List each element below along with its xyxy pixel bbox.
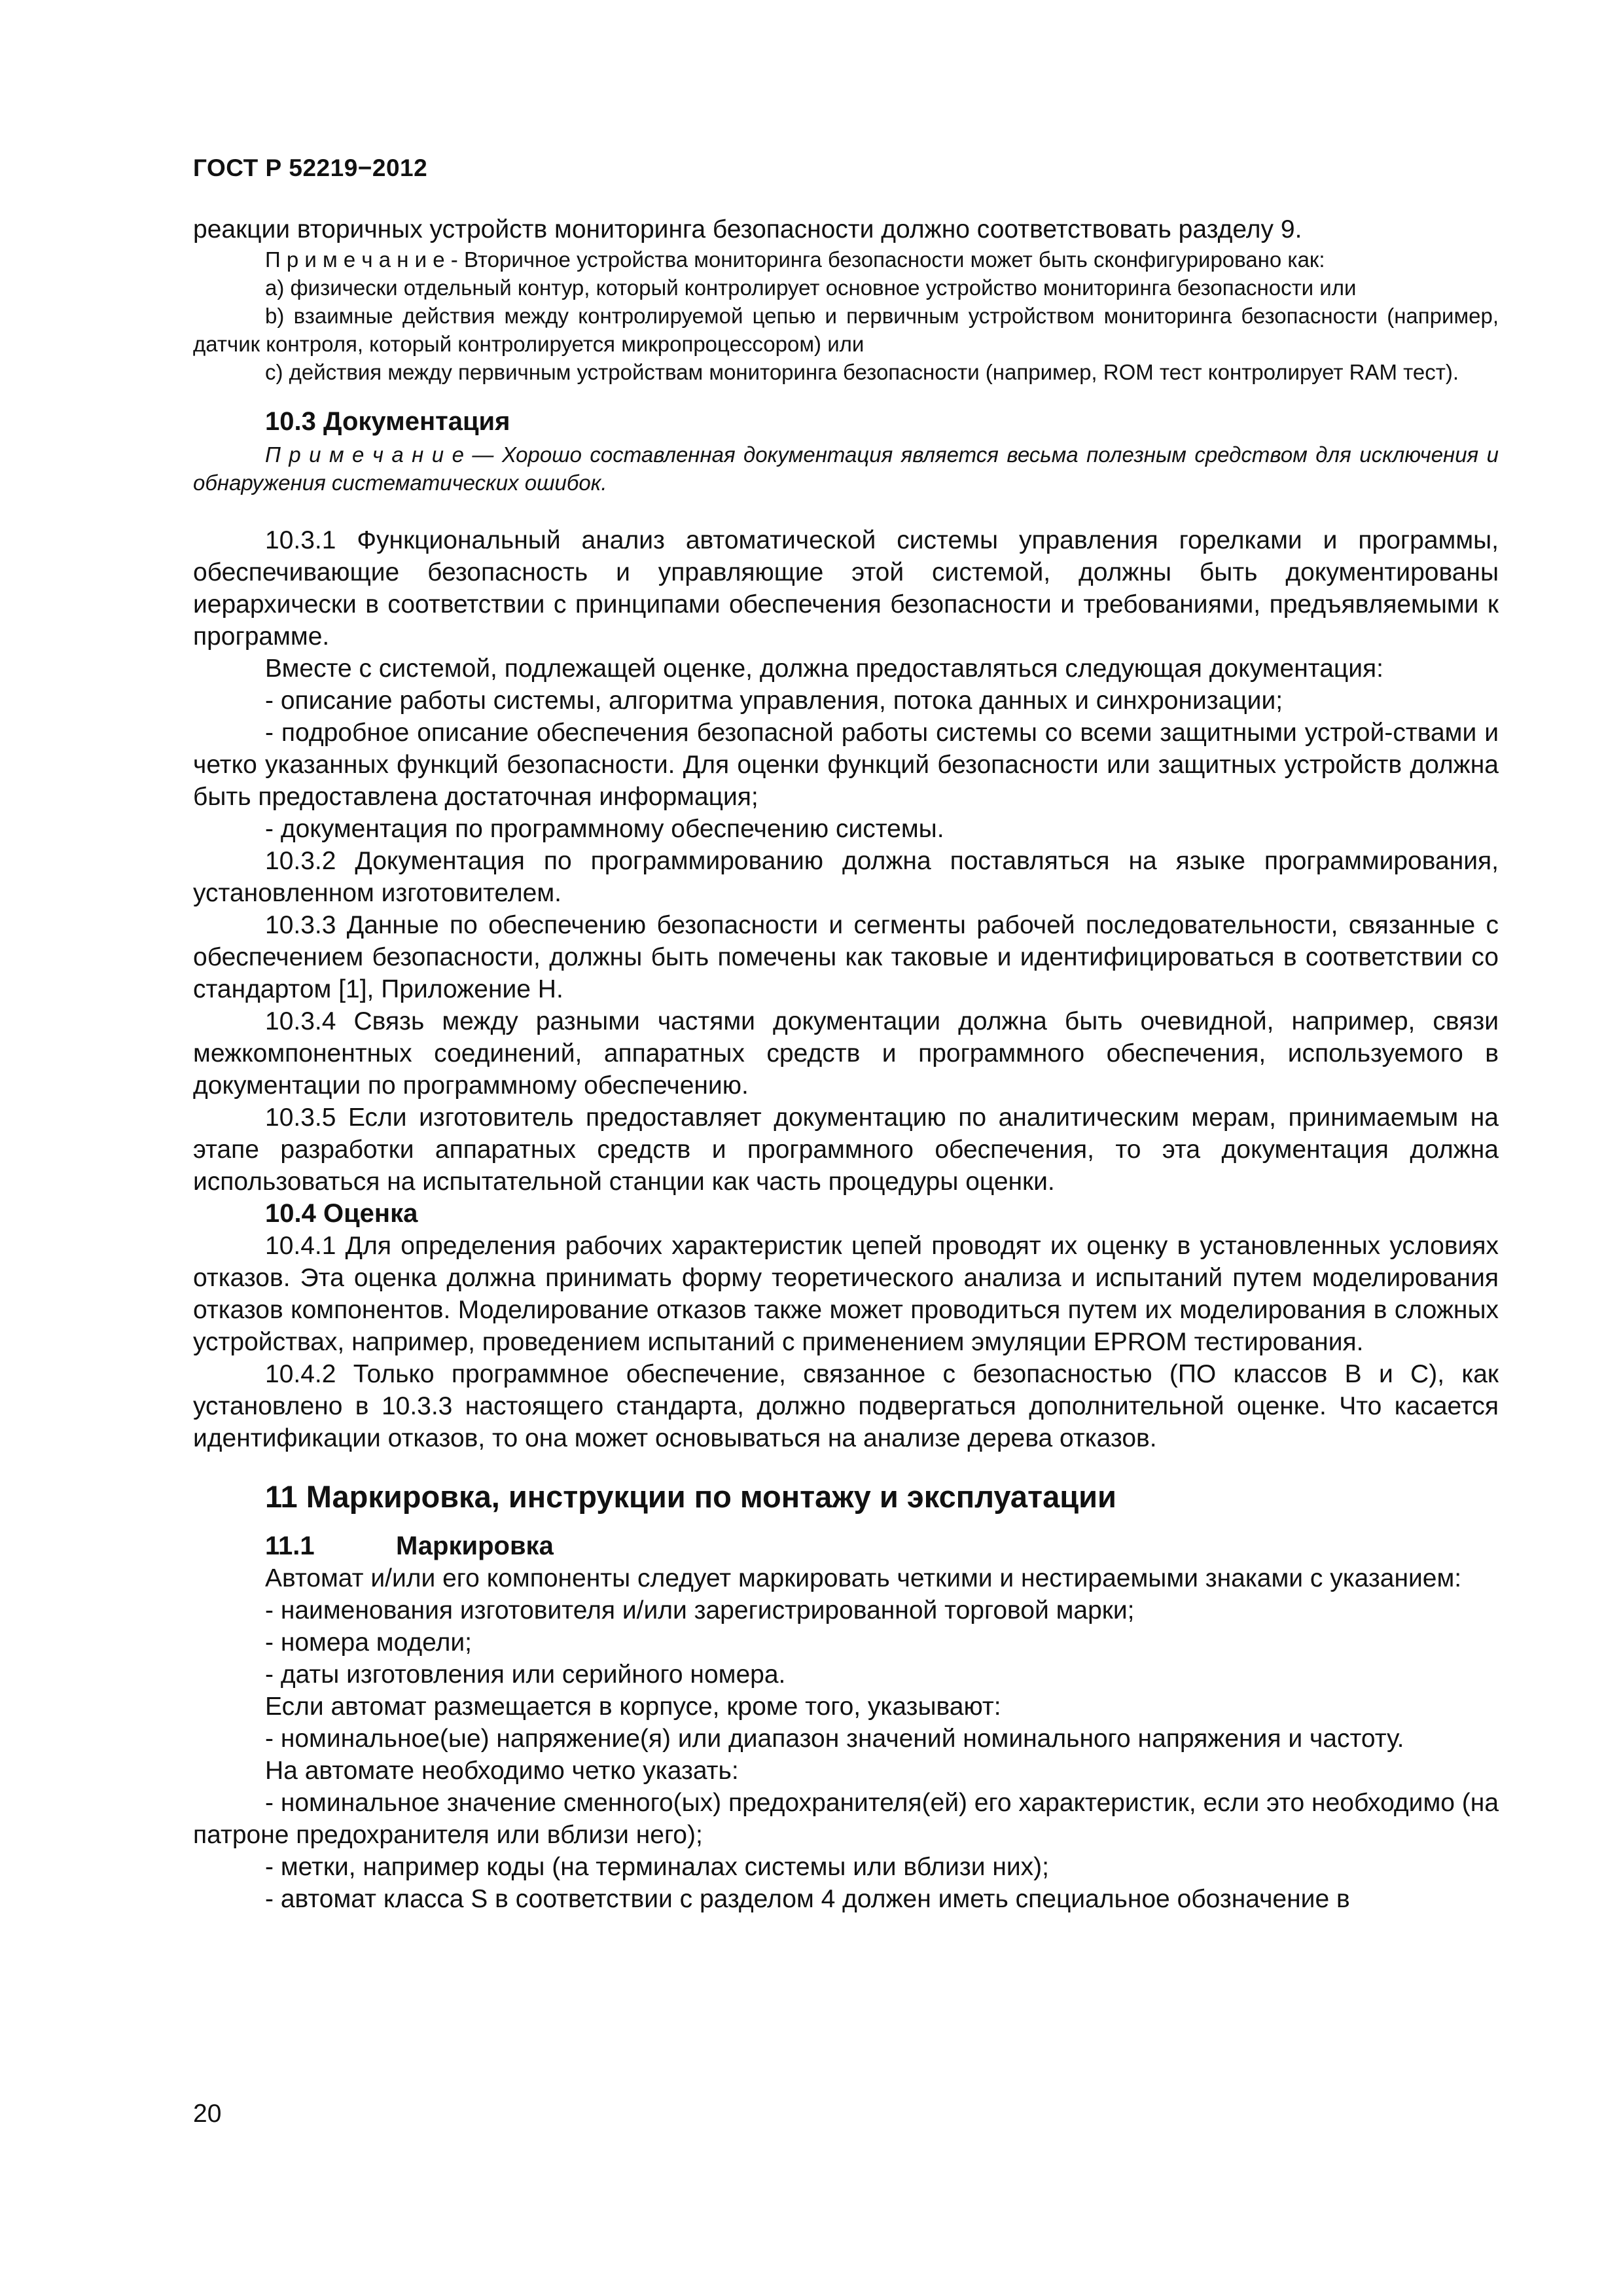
section-heading-11-1	[193, 1530, 1499, 1562]
note-text: — Хорошо составленная документация является весьма полезным средством для исключения и обнаружения систематических ошибок.	[193, 442, 1499, 495]
page-number: 20	[193, 2100, 222, 2128]
spacer	[193, 497, 1499, 524]
list-item-mark-1: - наименования изготовителя и/или зарегистрированной торговой марки;	[265, 1596, 1135, 1624]
document-header: ГОСТ Р 52219−2012	[193, 154, 428, 181]
paragraph-10-4-1: 10.4.1 Для определения рабочих характеристик цепей проводят их оценку в установленных условиях отказов. Эта оценка должна принимать форму теоретического анализа и испытаний путем моделирования отказов компонентов. Моделирование отказов также может проводиться путем их моделирования в сложных устройствах, например, проведением испытаний с применением эмуляции EPROM тестирования.	[193, 1232, 1499, 1356]
list-item-doc-3: - документация по программному обеспечению системы.	[265, 815, 944, 843]
paragraph-10-3-2: 10.3.2 Документация по программированию должна поставляться на языке программирования, установленном изготовителем.	[193, 847, 1499, 907]
note-item-c: c) действия между первичным устройствам мониторинга безопасности (например, ROM тест контролирует RAM тест).	[265, 360, 1459, 384]
paragraph-doc-intro: Вместе с системой, подлежащей оценке, должна предоставляться следующая документация:	[265, 655, 1383, 683]
paragraph-housing: Если автомат размещается в корпусе, кроме того, указывают:	[265, 1693, 1001, 1721]
note-label: П р и м е ч а н и е	[265, 247, 445, 272]
paragraph-clear-marking: На автомате необходимо четко указать:	[265, 1757, 739, 1785]
list-item-doc-1: - описание работы системы, алгоритма управления, потока данных и синхронизации;	[265, 687, 1283, 715]
note-text: - Вторичное устройства мониторинга безопасности может быть сконфигурировано как:	[444, 247, 1325, 272]
list-item-clear-3: - автомат класса S в соответствии с разделом 4 должен иметь специальное обозначение в	[265, 1885, 1350, 1913]
paragraph-11-1: Автомат и/или его компоненты следует маркировать четкими и нестираемыми знаками с указанием:	[265, 1564, 1462, 1592]
note-item-b: b) взаимные действия между контролируемой цепью и первичным устройством мониторинга безопасности (например, датчик контроля, который контролируется микропроцессором) или	[193, 304, 1499, 356]
note-label: П р и м е ч а н и е	[265, 442, 464, 467]
paragraph-10-3-1: 10.3.1 Функциональный анализ автоматической системы управления горелками и программы, обеспечивающие безопасность и управляющие этой системой, должны быть документированы иерархически в соответствии с принципами обеспечения безопасности и требованиями, предъявляемыми к программе.	[193, 526, 1499, 651]
chapter-heading-11: 11 Маркировка, инструкции по монтажу и эксплуатации	[265, 1479, 1116, 1514]
section-heading-10-3: 10.3 Документация	[265, 407, 510, 436]
list-item-clear-1: - номинальное значение сменного(ых) предохранителя(ей) его характеристик, если это необходимо (на патроне предохранителя или вблизи него);	[193, 1789, 1499, 1849]
paragraph-10-4-2: 10.4.2 Только программное обеспечение, связанное с безопасностью (ПО классов В и С), как установлено в 10.3.3 настоящего стандарта, должно подвергаться дополнительной оценке. Что касается идентификации отказов, то она может основываться на анализе дерева отказов.	[193, 1360, 1499, 1452]
note-secondary-monitoring	[193, 245, 1499, 274]
list-item-doc-2: - подробное описание обеспечения безопасной работы системы со всеми защитными устрой-ствами и четко указанных функций безопасности. Для оценки функций безопасности или защитных устройств должна быть предоставлена достаточная информация;	[193, 719, 1499, 811]
list-item-housing-1: - номинальное(ые) напряжение(я) или диапазон значений номинального напряжения и частоту.	[265, 1725, 1404, 1753]
list-item-clear-2: - метки, например коды (на терминалах системы или вблизи них);	[265, 1853, 1049, 1881]
document-body	[193, 213, 1499, 1915]
section-heading-10-4: 10.4 Оценка	[265, 1199, 418, 1228]
paragraph-10-3-5: 10.3.5 Если изготовитель предоставляет документацию по аналитическим мерам, принимаемым на этапе разработки аппаратных средств и программного обеспечения, то эта документация должна использоваться на испытательной станции как часть процедуры оценки.	[193, 1103, 1499, 1196]
paragraph-intro: реакции вторичных устройств мониторинга безопасности должно соответствовать разделу 9.	[193, 215, 1302, 243]
list-item-mark-3: - даты изготовления или серийного номера.	[265, 1660, 786, 1689]
section-title: Маркировка	[396, 1532, 554, 1560]
paragraph-10-3-3: 10.3.3 Данные по обеспечению безопасности и сегменты рабочей последовательности, связанные с обеспечением безопасности, должны быть помечены как таковые и идентифицироваться в соответствии со стандартом [1], Приложение Н.	[193, 911, 1499, 1003]
note-item-a: a) физически отдельный контур, который контролирует основное устройство мониторинга безопасности или	[265, 276, 1357, 300]
section-number: 11.1	[265, 1532, 315, 1560]
paragraph-10-3-4: 10.3.4 Связь между разными частями документации должна быть очевидной, например, связи межкомпонентных соединений, аппаратных средств и программного обеспечения, используемого в документации по программному обеспечению.	[193, 1007, 1499, 1100]
note-documentation	[193, 440, 1499, 497]
list-item-mark-2: - номера модели;	[265, 1628, 472, 1657]
